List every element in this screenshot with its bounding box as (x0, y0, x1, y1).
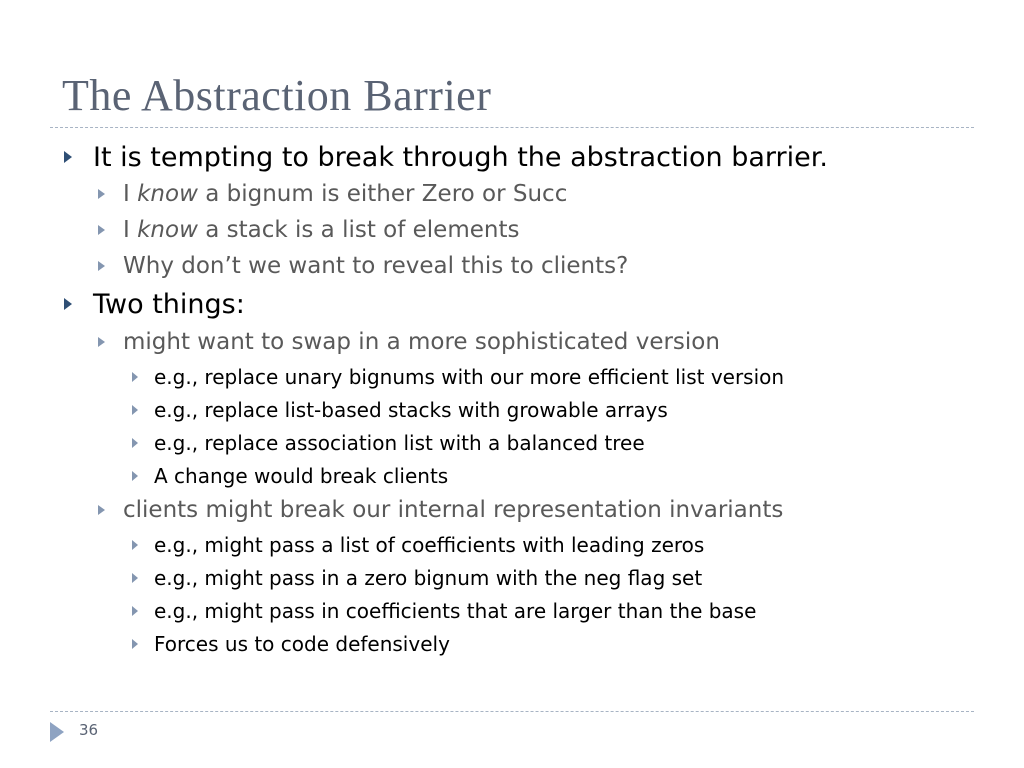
bullet-triangle-icon (132, 372, 138, 382)
slide-number: 36 (79, 721, 99, 739)
bullet-text: e.g., replace unary bignums with our more efficient list version (154, 365, 785, 389)
bullet-triangle-icon (132, 438, 138, 448)
bullet-item (93, 140, 828, 174)
bullet-triangle-icon (98, 337, 105, 347)
bullet-item (154, 631, 450, 657)
bullet-triangle-icon (98, 225, 105, 235)
bullet-text: e.g., might pass a list of coefficients with leading zeros (154, 533, 705, 557)
bullet-item (154, 430, 645, 456)
bullet-text: A change would break clients (154, 464, 449, 488)
bullet-triangle-icon (132, 540, 138, 550)
bullet-triangle-icon (98, 505, 105, 515)
bullet-item (123, 328, 720, 356)
bullet-text: I know a stack is a list of elements (123, 217, 520, 243)
bullet-triangle-icon (132, 639, 138, 649)
bullet-text: Two things: (93, 288, 245, 320)
bullet-triangle-icon (132, 606, 138, 616)
bullet-item (154, 364, 784, 390)
bullet-item (123, 496, 783, 524)
bullet-item (93, 287, 245, 321)
bullet-triangle-icon (64, 298, 72, 310)
bullet-text: Forces us to code defensively (154, 632, 450, 656)
emphasis-text: know (137, 181, 198, 207)
bullet-text: I know a bignum is either Zero or Succ (123, 181, 568, 207)
bullet-item (154, 397, 668, 423)
footer-divider (50, 711, 974, 712)
emphasis-text: know (137, 217, 198, 243)
bullet-text: It is tempting to break through the abstraction barrier. (93, 141, 828, 173)
bullet-item (154, 565, 702, 591)
bullet-text: e.g., replace association list with a balanced tree (154, 431, 645, 455)
bullet-triangle-icon (132, 471, 138, 481)
bullet-triangle-icon (132, 573, 138, 583)
bullet-text: e.g., replace list-based stacks with growable arrays (154, 398, 668, 422)
bullet-item (123, 216, 519, 244)
bullet-triangle-icon (64, 151, 72, 163)
bullet-item (154, 463, 448, 489)
bullet-text: Why don’t we want to reveal this to clients? (123, 253, 629, 279)
bullet-item (154, 598, 756, 624)
triangle-arrow-icon (50, 722, 64, 742)
bullet-item (154, 532, 704, 558)
bullet-text: e.g., might pass in a zero bignum with the neg flag set (154, 566, 703, 590)
bullet-triangle-icon (98, 189, 105, 199)
bullet-item (123, 252, 628, 280)
bullet-triangle-icon (98, 261, 105, 271)
bullet-text: clients might break our internal representation invariants (123, 497, 784, 523)
bullet-triangle-icon (132, 405, 138, 415)
bullet-item (123, 180, 567, 208)
slide-title: The Abstraction Barrier (62, 71, 492, 120)
bullet-text: might want to swap in a more sophisticated version (123, 329, 720, 355)
bullet-text: e.g., might pass in coefficients that are larger than the base (154, 599, 757, 623)
